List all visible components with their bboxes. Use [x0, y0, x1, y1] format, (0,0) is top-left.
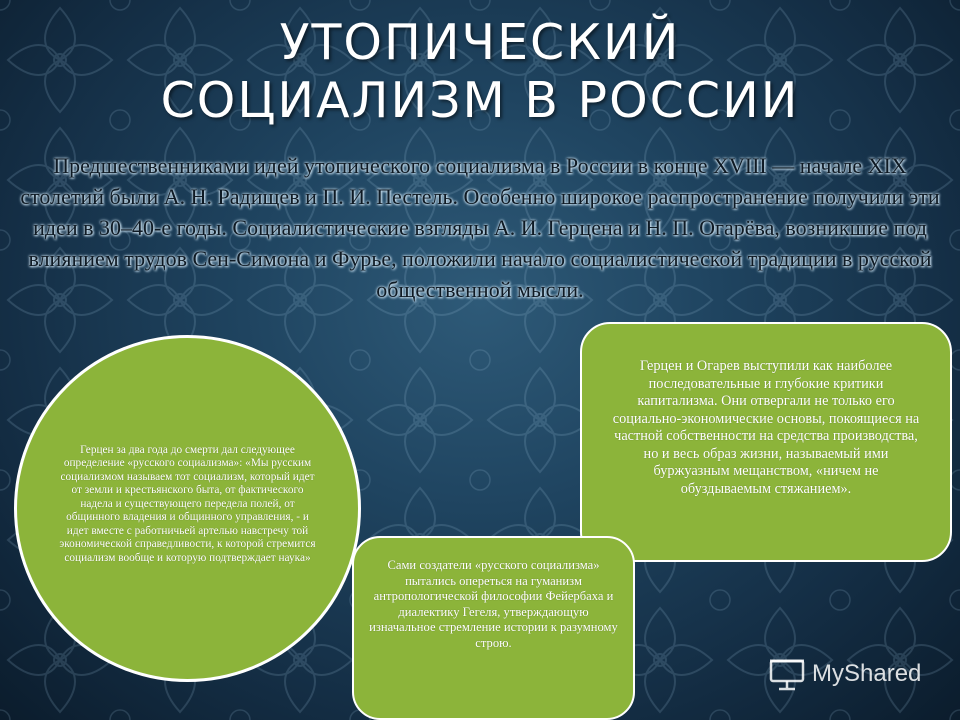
slide-title [0, 14, 960, 130]
intro-paragraph: Предшественниками идей утопического социализма в России в конце XVIII — начале XIX столетий были А. Н. Радищев и П. И. Пестель. Особенно широкое распространение получили эти идеи в 30–40-е годы. Социалистические взгляды А. И. Герцена и Н. П. Огарёва, возникшие под влиянием трудов Сен-Симона и Фурье, положили начало социалистической традиции в русской общественной мысли. [20, 153, 940, 302]
green-circle-quote [14, 335, 361, 682]
presentation-board-icon [768, 657, 806, 691]
green-box-critique [580, 322, 952, 562]
middle-box-text: Сами создатели «русского социализма» пытались опереться на гуманизм антропологической философии Фейербаха и диалектику Гегеля, утверждающую изначальное стремление истории к разумному строю. [369, 558, 618, 650]
myshared-watermark [768, 656, 921, 692]
slide-title-line1: УТОПИЧЕСКИЙ [279, 14, 681, 71]
circle-text: Герцен за два года до смерти дал следующее определение «русского социализма»: «Мы русским социализмом называем тот социализм, который идет от земли и крестьянского быта, от фактического надела и существующего передела полей, от общинного владения и общинного управления, - и идет вместе с работничьей артелью навстречу той экономической справедливости, к которой стремится социализм вообще и которую подтверждает наука» [59, 443, 316, 564]
watermark-brand: MyShared [812, 660, 922, 687]
slide-title-line2: СОЦИАЛИЗМ В РОССИИ [160, 72, 800, 129]
right-box-text: Герцен и Огарев выступили как наиболее последовательные и глубокие критики капитализма. Они отвергали не только его социально-экономические основы, покоящиеся на частной собственности на средства производства, но и весь образ жизни, называемый ими буржуазным мещанством, «ничем не обуздываемым стяжанием». [612, 358, 920, 497]
green-box-philosophy [352, 536, 635, 720]
